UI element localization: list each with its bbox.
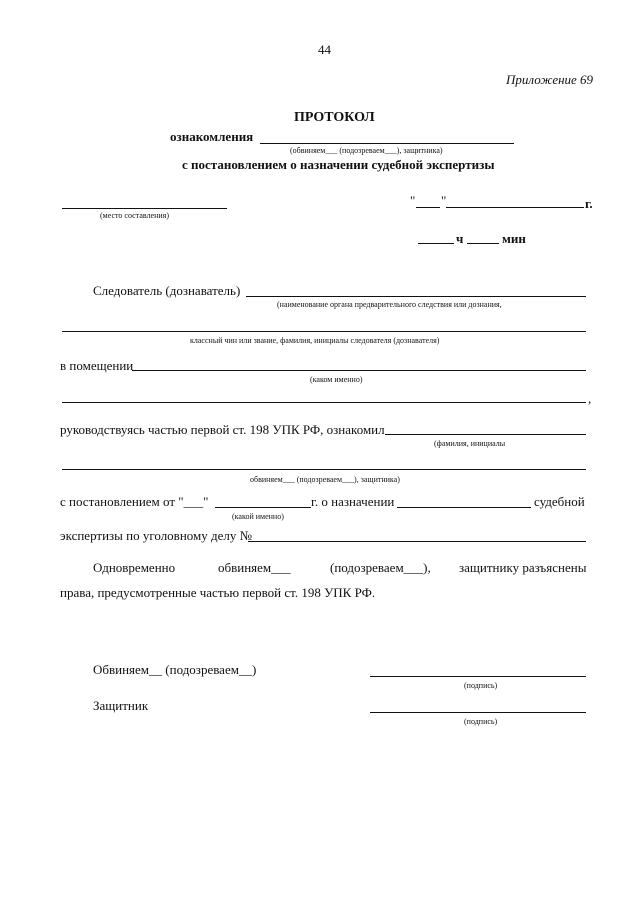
investigator-line-2[interactable] bbox=[62, 331, 586, 332]
subtitle-acquaintance: ознакомления bbox=[170, 129, 254, 144]
decree-end-label: судебной bbox=[534, 494, 585, 509]
persons-line-hint: обвиняем___ (подозреваем___), защитника) bbox=[250, 475, 400, 484]
persons-hint: (обвиняем___ (подозреваем___), защитника) bbox=[290, 146, 443, 155]
expertise-case-label: экспертизы по уголовному делу № bbox=[60, 528, 253, 543]
date-quote-open: " bbox=[410, 193, 416, 208]
minutes-label: мин bbox=[502, 231, 526, 246]
place-hint: (место составления) bbox=[100, 211, 169, 220]
para-word-2: обвиняем___ bbox=[218, 560, 291, 575]
defender-signature-line[interactable] bbox=[370, 712, 586, 713]
date-year-suffix: г. bbox=[585, 196, 593, 211]
room-line-2[interactable] bbox=[62, 402, 586, 403]
accused-signature-hint: (подпись) bbox=[464, 681, 498, 690]
guided-line[interactable] bbox=[385, 434, 586, 435]
decree-hint: (какой именно) bbox=[232, 512, 284, 521]
defender-signature-label: Защитник bbox=[93, 698, 149, 713]
decree-from-label: с постановлением от "___" bbox=[60, 494, 209, 509]
investigator-hint-2: классный чин или звание, фамилия, инициалы следователя (дознавателя) bbox=[190, 336, 440, 345]
investigator-hint-1: (наименование органа предварительного следствия или дознания, bbox=[277, 300, 502, 309]
date-month-line[interactable] bbox=[446, 207, 584, 208]
acquaintance-line[interactable] bbox=[260, 143, 514, 144]
para-word-3: (подозреваем___), bbox=[330, 560, 431, 575]
investigator-label: Следователь (дознаватель) bbox=[93, 283, 241, 298]
defender-signature-hint: (подпись) bbox=[464, 717, 498, 726]
persons-line[interactable] bbox=[62, 469, 586, 470]
decree-date-line[interactable] bbox=[215, 507, 311, 508]
hours-label: ч bbox=[456, 231, 464, 246]
room-label: в помещении bbox=[60, 358, 134, 373]
para-word-1: Одновременно bbox=[93, 560, 176, 575]
place-line[interactable] bbox=[62, 208, 227, 209]
accused-signature-line[interactable] bbox=[370, 676, 586, 677]
page-number: 44 bbox=[318, 42, 331, 57]
date-quote-close: " bbox=[441, 193, 447, 208]
room-comma: , bbox=[588, 391, 592, 406]
para-line-2: права, предусмотренные частью первой ст. 198 УПК РФ. bbox=[60, 585, 376, 600]
case-number-line[interactable] bbox=[248, 541, 586, 542]
guided-text: руководствуясь частью первой ст. 198 УПК РФ, ознакомил bbox=[60, 422, 385, 437]
decree-mid-label: г. о назначении bbox=[311, 494, 395, 509]
date-day-line[interactable] bbox=[416, 207, 440, 208]
investigator-line[interactable] bbox=[246, 296, 586, 297]
accused-signature-label: Обвиняем__ (подозреваем__) bbox=[93, 662, 257, 677]
room-hint: (каком именно) bbox=[310, 375, 363, 384]
room-line[interactable] bbox=[132, 370, 586, 371]
hours-line[interactable] bbox=[418, 243, 454, 244]
subtitle-expertise: с постановлением о назначении судебной экспертизы bbox=[182, 157, 495, 172]
minutes-line[interactable] bbox=[467, 243, 499, 244]
decree-type-line[interactable] bbox=[397, 507, 531, 508]
protocol-title: ПРОТОКОЛ bbox=[294, 110, 375, 125]
para-word-4: защитнику разъяснены bbox=[459, 560, 587, 575]
guided-hint: (фамилия, инициалы bbox=[434, 439, 506, 448]
appendix-label: Приложение 69 bbox=[506, 72, 594, 87]
